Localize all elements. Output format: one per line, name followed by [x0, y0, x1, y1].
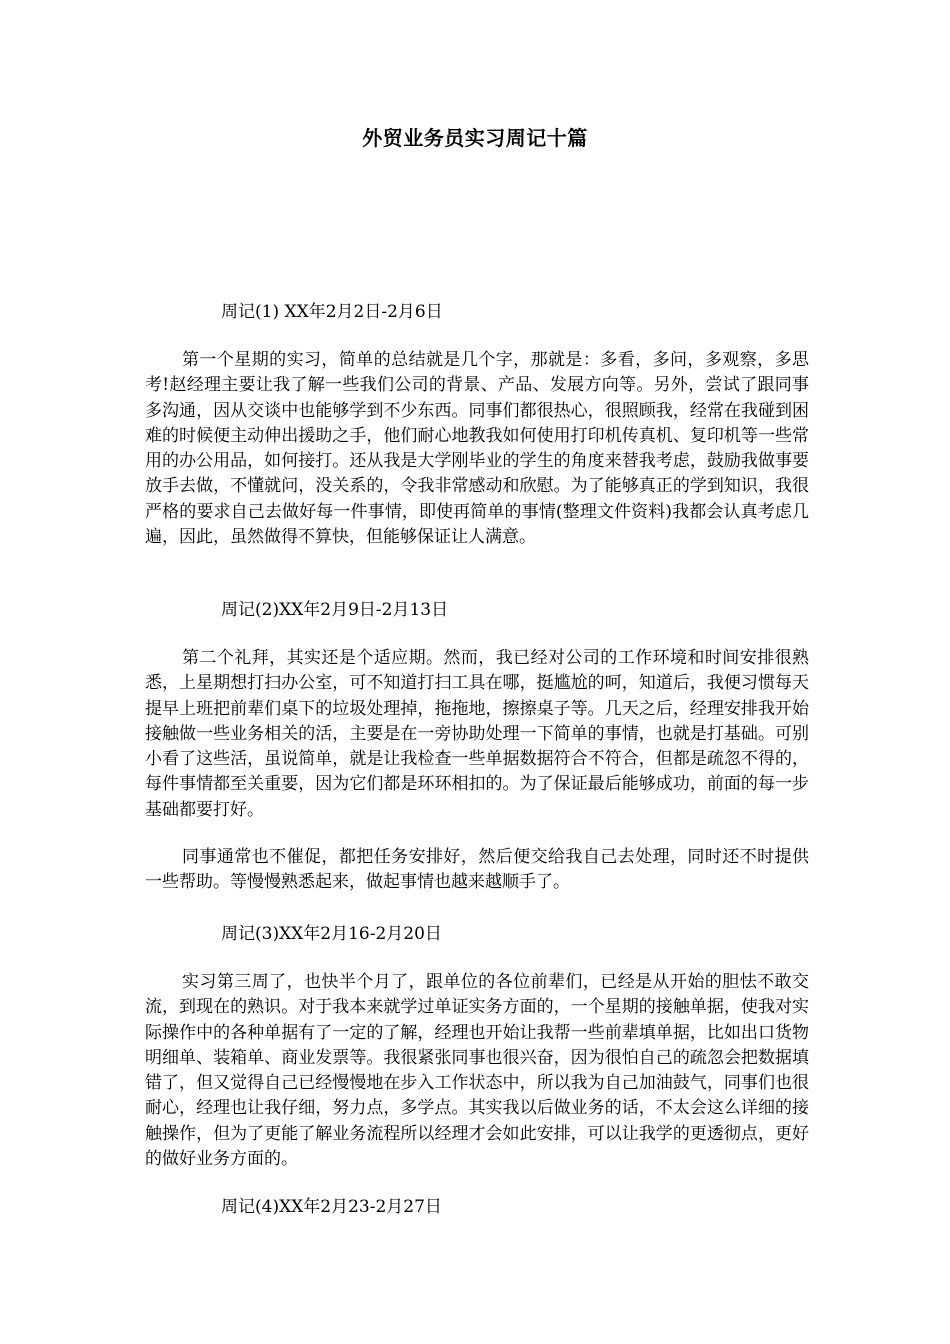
week2-paragraph-2: 同事通常也不催促，都把任务安排好，然后便交给我自己去处理，同时还不时提供一些帮助。等慢慢熟悉起来，做起事情也越来越顺手了。: [145, 847, 809, 893]
week2-heading: 周记(2)XX年2月9日-2月13日: [221, 600, 449, 620]
week3-heading: 周记(3)XX年2月16-2月20日: [221, 924, 442, 944]
week1-paragraph: 第一个星期的实习，简单的总结就是几个字，那就是：多看，多问，多观察，多思考!赵经理主要让我了解一些我们公司的背景、产品、发展方向等。另外，尝试了跟同事多沟通，因从交谈中也能够学到不少东西。同事们都很热心，很照顾我，经常在我碰到困难的时候便主动伸出援助之手，他们耐心地教我如何使用打印机传真机、复印机等一些常用的办公用品，如何接打。还从我是大学刚毕业的学生的角度来替我考虑，鼓励我做事要放手去做，不懂就问，没关系的，令我非常感动和欣慰。为了能够真正的学到知识，我很严格的要求自己去做好每一件事情，即使再简单的事情(整理文件资料)我都会认真考虑几遍，因此，虽然做得不算快，但能够保证让人满意。: [145, 350, 809, 548]
week4-heading: 周记(4)XX年2月23-2月27日: [221, 1197, 442, 1217]
document-title: 外贸业务员实习周记十篇: [362, 126, 588, 150]
week3-paragraph: 实习第三周了，也快半个月了，跟单位的各位前辈们，已经是从开始的胆怯不敢交流，到现在的熟识。对于我本来就学过单证实务方面的，一个星期的接触单据，使我对实际操作中的各种单据有了一定的了解，经理也开始让我帮一些前辈填单据，比如出口货物明细单、装箱单、商业发票等。我很紧张同事也很兴奋，因为很怕自己的疏忽会把数据填错了，但又觉得自己已经慢慢地在步入工作状态中，所以我为自己加油鼓气，同事们也很耐心，经理也让我仔细，努力点，多学点。其实我以后做业务的话，不太会这么详细的接触操作，但为了更能了解业务流程所以经理才会如此安排，可以让我学的更透彻点，更好的做好业务方面的。: [145, 972, 809, 1170]
week1-heading: 周记(1) XX年2月2日-2月6日: [221, 302, 443, 322]
week2-paragraph-1: 第二个礼拜，其实还是个适应期。然而，我已经对公司的工作环境和时间安排很熟悉，上星期想打扫办公室，可不知道打扫工具在哪，挺尴尬的呵，知道后，我便习惯每天提早上班把前辈们桌下的垃圾处理掉，拖拖地，擦擦桌子等。几天之后，经理安排我开始接触做一些业务相关的活，主要是在一旁协助处理一下简单的事情，也就是打基础。可别小看了这些活，虽说简单，就是让我检查一些单据数据符合不符合，但都是疏忽不得的，每件事情都至关重要，因为它们都是环环相扣的。为了保证最后能够成功，前面的每一步基础都要打好。: [145, 648, 809, 820]
